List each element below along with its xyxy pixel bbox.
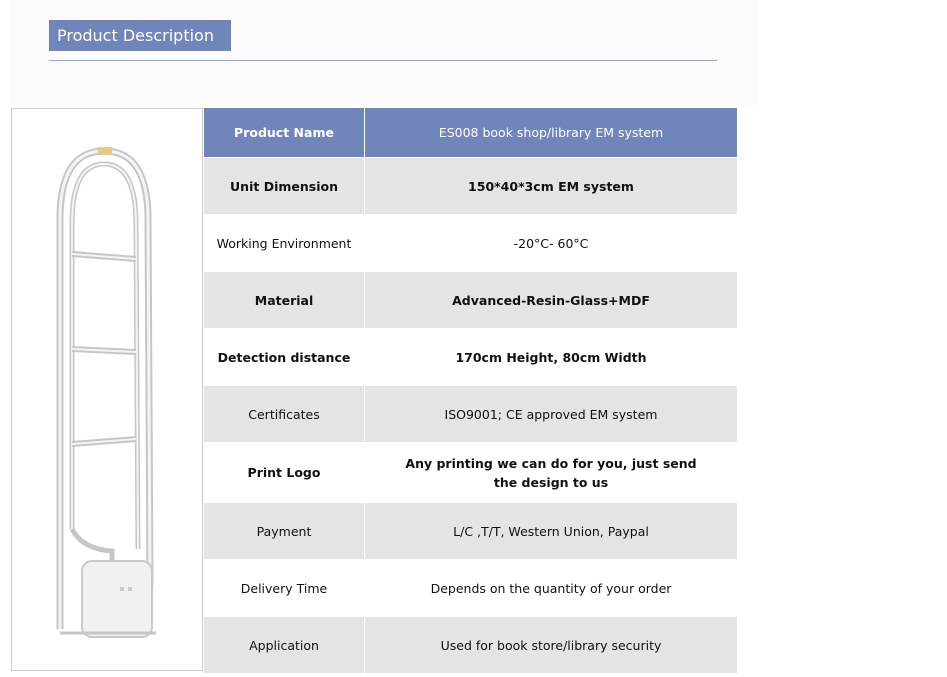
table-row [204, 215, 738, 272]
spec-key: Product Name [204, 108, 365, 158]
spec-value: Depends on the quantity of your order [365, 560, 738, 617]
spec-value: 150*40*3cm EM system [365, 158, 738, 215]
spec-key: Application [204, 617, 365, 674]
spec-key: Working Environment [204, 215, 365, 272]
spec-key: Certificates [204, 386, 365, 443]
table-row [204, 386, 738, 443]
table-row [204, 272, 738, 329]
spec-value: Any printing we can do for you, just send the design to us [365, 443, 738, 503]
spec-table [203, 107, 738, 674]
table-row [204, 443, 738, 503]
header-band [10, 0, 758, 105]
spec-value: 170cm Height, 80cm Width [365, 329, 738, 386]
spec-key: Unit Dimension [204, 158, 365, 215]
table-row [204, 329, 738, 386]
spec-value: ES008 book shop/library EM system [365, 108, 738, 158]
table-row [204, 158, 738, 215]
spec-key: Print Logo [204, 443, 365, 503]
spec-key: Payment [204, 503, 365, 560]
spec-key: Material [204, 272, 365, 329]
spec-value: L/C ,T/T, Western Union, Paypal [365, 503, 738, 560]
table-row [204, 617, 738, 674]
spec-key: Detection distance [204, 329, 365, 386]
section-title: Product Description [49, 20, 231, 51]
spec-value: -20°C- 60°C [365, 215, 738, 272]
table-row [204, 560, 738, 617]
spec-value: ISO9001; CE approved EM system [365, 386, 738, 443]
product-image [11, 108, 203, 671]
table-row [204, 108, 738, 158]
security-gate-illustration [12, 109, 202, 670]
table-row [204, 503, 738, 560]
spec-key: Delivery Time [204, 560, 365, 617]
spec-value: Used for book store/library security [365, 617, 738, 674]
title-divider [49, 60, 717, 61]
spec-value: Advanced-Resin-Glass+MDF [365, 272, 738, 329]
